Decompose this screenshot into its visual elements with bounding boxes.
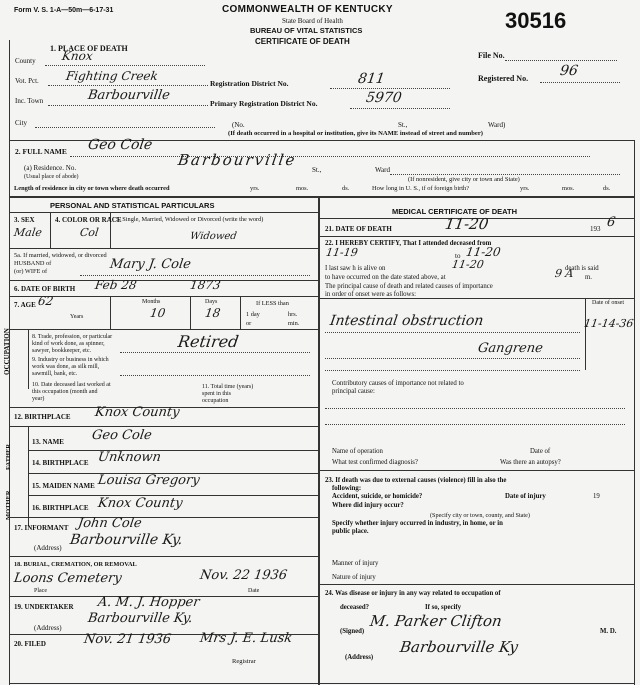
contributory-label-2: principal cause:	[332, 388, 375, 395]
father-name-value: Geo Cole	[90, 428, 153, 443]
nonresident-note: (If nonresident, give city or town and State)	[408, 176, 520, 183]
city-label: City	[15, 119, 28, 127]
physician-address-label: (Address)	[345, 654, 374, 661]
physician-address-value: Barbourville Ky	[398, 638, 520, 656]
filed-value: Nov. 21 1936	[82, 632, 173, 647]
inc-town-label: Inc. Town	[15, 97, 44, 105]
injury-year-label: 19	[593, 493, 600, 500]
mother-birthplace-label: 16. BIRTHPLACE	[32, 504, 89, 512]
dob-month-day: Feb 28	[94, 278, 138, 292]
dob-label: 6. DATE OF BIRTH	[14, 285, 76, 293]
usual-place-note: (Usual place of abode)	[24, 174, 79, 180]
county-value: Knox	[61, 49, 94, 63]
st-label: St.,	[398, 121, 408, 129]
father-birthplace-value: Unknown	[96, 450, 162, 465]
maiden-name-label: 15. MAIDEN NAME	[32, 482, 95, 490]
industry-label-1: 9. Industry or business in which	[32, 357, 109, 363]
commonwealth-heading: COMMONWEALTH OF KENTUCKY	[222, 4, 393, 15]
us-residence-label: How long in U. S., if of foreign birth?	[372, 185, 470, 192]
death-year-suffix: 6	[605, 215, 617, 230]
date-of-label: Date of	[530, 448, 551, 455]
disease-occupation-label-1: 24. Was disease or injury in any way related to occupation of	[325, 590, 501, 597]
length-ds-label: ds.	[342, 185, 350, 192]
county-label: County	[15, 57, 36, 65]
last-worked-label-2: this occupation (month and	[32, 389, 98, 395]
board-heading: State Board of Health	[282, 17, 343, 25]
bureau-heading: BUREAU OF VITAL STATISTICS	[250, 26, 363, 35]
maiden-name-value: Louisa Gregory	[96, 473, 201, 488]
death-date-label: 21. DATE OF DEATH	[325, 225, 392, 233]
nature-label: Nature of injury	[332, 574, 376, 581]
specify-injury-label-1: Specify whether injury occurred in industry, in home, or in	[332, 520, 503, 527]
burial-place-value: Loons Cemetery	[12, 571, 123, 586]
undertaker-address-label: (Address)	[34, 624, 62, 632]
occupation-value: Retired	[176, 332, 240, 351]
principal-cause-label-2: in order of onset were as follows:	[325, 291, 416, 298]
occupation-side-label: OCCUPATION	[3, 328, 11, 375]
ward-label: Ward)	[488, 121, 506, 129]
last-worked-label-3: year)	[32, 396, 45, 402]
death-occurred-label: death is said	[565, 265, 599, 272]
form-number: Form V. S. 1-A—50m—6-17-31	[14, 7, 114, 14]
birthplace-value: Knox County	[93, 405, 181, 420]
death-date-value: 11-20	[443, 215, 490, 233]
color-value: Col	[79, 226, 100, 239]
spouse-label-1: 5a. If married, widowed, or divorced	[14, 252, 107, 259]
stamp-number: 30516	[505, 8, 567, 33]
spouse-label-3: (or) WIFE of	[14, 268, 48, 275]
registrar-label: Registrar	[232, 658, 256, 665]
us-mos-label: mos.	[562, 185, 575, 192]
full-name-value: Geo Cole	[86, 137, 154, 153]
days-value: 18	[204, 306, 222, 320]
occupation-label-2: kind of work done, as spinner,	[32, 341, 105, 347]
months-value: 10	[149, 306, 167, 320]
md-label: M. D.	[600, 628, 617, 635]
mother-birthplace-value: Knox County	[96, 496, 184, 511]
us-yrs-label: yrs.	[520, 185, 530, 192]
length-yrs-label: yrs.	[250, 185, 260, 192]
us-ds-label: ds.	[603, 185, 611, 192]
file-no-label: File No.	[478, 51, 505, 60]
father-birthplace-label: 14. BIRTHPLACE	[32, 459, 89, 467]
onset-label: Date of onset	[592, 300, 624, 306]
burial-date-label: Date	[248, 588, 260, 594]
alive-label: I last saw h is alive on	[325, 265, 386, 272]
residence-label: (a) Residence. No.	[24, 164, 77, 172]
spouse-label-2: HUSBAND of	[14, 260, 52, 267]
registrar-value: Mrs J. E. Lusk	[198, 631, 294, 646]
or-label: or	[246, 320, 252, 327]
burial-place-label: Place	[34, 588, 47, 594]
spouse-value: Mary J. Cole	[108, 257, 192, 272]
burial-date-value: Nov. 22 1936	[198, 568, 289, 583]
disease-occupation-label-2: deceased?	[340, 604, 370, 611]
informant-address-value: Barbourville Ky.	[68, 532, 184, 548]
marital-status-label: 5. Single, Married, Widowed or Divorced (write the word)	[116, 216, 264, 223]
death-time-value: 9 A	[554, 267, 575, 280]
manner-label: Manner of injury	[332, 560, 379, 567]
attended-to: 11-20	[465, 245, 502, 259]
primary-registration-value: 5970	[364, 90, 403, 106]
alive-value: 11-20	[451, 258, 485, 271]
min-label: min.	[288, 320, 300, 327]
informant-address-label: (Address)	[34, 544, 62, 552]
undertaker-address-value: Barbourville Ky.	[86, 611, 194, 626]
on-date-label: to have occurred on the date stated above, at	[325, 274, 446, 281]
sex-label: 3. SEX	[14, 216, 35, 224]
birthplace-label: 12. BIRTHPLACE	[14, 413, 71, 421]
color-label: 4. COLOR OR RACE	[55, 216, 122, 224]
months-label: Months	[142, 299, 161, 305]
father-name-label: 13. NAME	[32, 438, 64, 446]
industry-label-2: work was done, as silk mill,	[32, 364, 100, 370]
test-label: What test confirmed diagnosis?	[332, 459, 418, 466]
date-of-injury-label: Date of injury	[505, 493, 546, 500]
principal-cause-label-1: The principal cause of death and related causes of importance	[325, 283, 493, 290]
undertaker-value: A. M. J. Hopper	[96, 595, 201, 610]
autopsy-label: Was there an autopsy?	[500, 459, 561, 466]
industry-label-3: sawmill, bank, etc.	[32, 371, 78, 377]
informant-label: 17. INFORMANT	[14, 524, 69, 532]
residence-st-label: St.,	[312, 166, 322, 174]
occupation-label-1: 8. Trade, profession, or particular	[32, 334, 113, 340]
external-causes-label-1: 23. If death was due to external causes (violence) fill in also the	[325, 477, 507, 484]
age-years-value: 62	[37, 294, 55, 308]
attended-from: 11-19	[325, 246, 359, 259]
mother-side-label: MOTHER	[5, 490, 12, 520]
signed-label: (Signed)	[340, 628, 365, 635]
residence-value: Barbourville	[176, 151, 298, 169]
medical-certificate-header: MEDICAL CERTIFICATE OF DEATH	[392, 207, 517, 216]
contributory-label-1: Contributory causes of importance not related to	[332, 380, 464, 387]
last-worked-label-1: 10. Date deceased last worked at	[32, 382, 111, 388]
informant-value: John Cole	[76, 516, 143, 531]
external-causes-label-2: following:	[332, 485, 362, 492]
registration-district-label: Registration District No.	[210, 79, 289, 88]
burial-label: 18. BURIAL, CREMATION, OR REMOVAL	[14, 561, 137, 568]
where-injury-label: Where did injury occur?	[332, 502, 404, 509]
sex-value: Male	[13, 226, 43, 239]
registered-no-label: Registered No.	[478, 74, 529, 83]
residence-ward-label: Ward	[375, 166, 390, 174]
registered-no-value: 96	[558, 63, 579, 79]
undertaker-label: 19. UNDERTAKER	[14, 603, 74, 611]
certify-label: 22. I HEREBY CERTIFY, That I attended deceased from	[325, 240, 492, 247]
personal-particulars-header: PERSONAL AND STATISTICAL PARTICULARS	[50, 201, 215, 210]
dob-year: 1873	[189, 278, 222, 292]
father-side-label: FATHER	[5, 443, 12, 470]
inc-town-value: Barbourville	[86, 88, 171, 103]
marital-status-value: Widowed	[189, 231, 238, 242]
vot-pct-label: Vot. Pct.	[15, 77, 39, 85]
occupation-label-3: sawyer, bookkeeper, etc.	[32, 348, 91, 354]
total-time-label-3: occupation	[202, 398, 229, 404]
filed-label: 20. FILED	[14, 640, 46, 648]
primary-registration-label: Primary Registration District No.	[210, 99, 318, 108]
place-of-death-label: 1. PLACE OF DEATH	[50, 44, 128, 53]
cause-1: Intestinal obstruction	[328, 313, 485, 329]
one-day-label: 1 day	[246, 311, 260, 318]
length-of-residence-label: Length of residence in city or town where death occurred	[14, 185, 170, 192]
less-than-label: If LESS than	[256, 300, 289, 307]
specify-injury-label-2: public place.	[332, 528, 369, 535]
m-label: m.	[585, 274, 592, 281]
full-name-label: 2. FULL NAME	[15, 147, 67, 156]
hospital-note: (If death occurred in a hospital or institution, give its NAME instead of street and number)	[228, 130, 483, 137]
length-mos-label: mos.	[296, 185, 309, 192]
operation-label: Name of operation	[332, 448, 383, 455]
registration-district-value: 811	[356, 71, 386, 87]
specify-place-note: (Specify city or town, county, and State)	[430, 512, 530, 519]
total-time-label-1: 11. Total time (years)	[202, 384, 254, 390]
total-time-label-2: spent in this	[202, 391, 232, 397]
to-label: to	[455, 252, 461, 260]
vot-pct-value: Fighting Creek	[65, 69, 159, 83]
accident-label: Accident, suicide, or homicide?	[332, 493, 423, 500]
cause-2: Gangrene	[476, 341, 544, 356]
days-label: Days	[205, 299, 218, 305]
physician-signature: M. Parker Clifton	[368, 612, 504, 630]
certificate-title: CERTIFICATE OF DEATH	[255, 37, 350, 46]
if-so-specify-label: If so, specify	[425, 604, 462, 611]
years-label: Years	[70, 314, 84, 320]
age-label: 7. AGE	[14, 301, 36, 309]
no-label: (No.	[232, 121, 245, 129]
hrs-label: hrs.	[288, 311, 298, 318]
cause-1-onset: 11-14-36	[583, 317, 635, 330]
death-year-prefix: 193	[590, 225, 601, 233]
